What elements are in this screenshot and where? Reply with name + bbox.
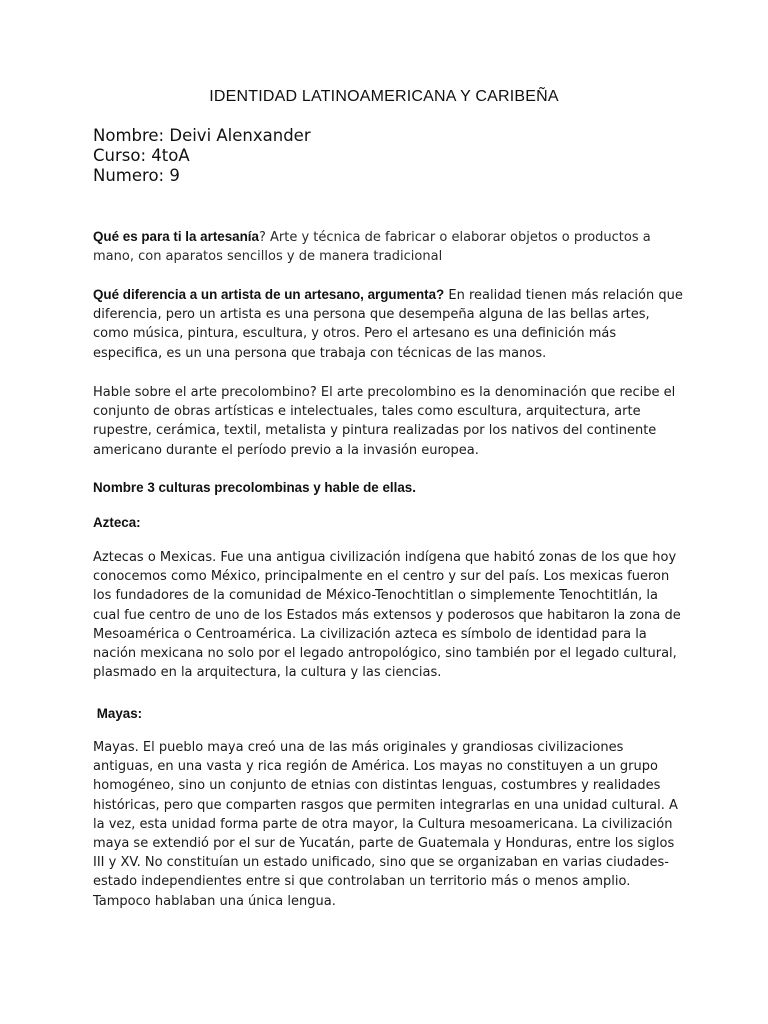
question-artesania-label: Qué es para ti la artesanía	[93, 229, 259, 244]
paragraph-arte-precolombino: Hable sobre el arte precolombino? El arte precolombino es la denominación que recibe el conjunto de obras artísticas e intelectuales, tales como escultura, arquitectura, arte rupestre, cerámica, textil, metalista y pintura realizadas por los nativos del continente americano durante el período previo a la invasión europea.	[93, 385, 676, 458]
question-artesania	[93, 227, 683, 266]
student-course: Curso: 4toA	[93, 146, 190, 165]
document-title: IDENTIDAD LATINOAMERICANA Y CARIBEÑA	[209, 88, 559, 105]
paragraph-azteca: Aztecas o Mexicas. Fue una antigua civilización indígena que habitó zonas de los que hoy conocemos como México, principalmente en el centro y sur del país. Los mexicas fueron los fundadores de la comunidad de México-Tenochtitlan o simplemente Tenochtitlán, la cual fue centro de uno de los Estados más extensos y poderosos que habitaron la zona de Mesoamérica o Centroamérica. La civilización azteca es símbolo de identidad para la nación mexicana no solo por el legado antropológico, sino también por el legado cultural, plasmado en la arquitectura, la cultura y las ciencias.	[93, 550, 681, 681]
student-name: Nombre: Deivi Alenxander	[93, 126, 311, 145]
question-artista-artesano	[93, 285, 683, 363]
heading-azteca: Azteca:	[93, 515, 141, 530]
student-number: Numero: 9	[93, 166, 180, 185]
question-artista-artesano-label: Qué diferencia a un artista de un artesano, argumenta?	[93, 287, 445, 302]
student-info	[93, 126, 311, 186]
heading-culturas-precolombinas: Nombre 3 culturas precolombinas y hable de ellas.	[93, 480, 416, 495]
heading-mayas: Mayas:	[93, 706, 143, 721]
answer-artista-artesano: En realidad tienen más relación que diferencia, pero un artista es una persona que desempeña alguna de las bellas artes, como música, pintura, escultura, y otros. Pero el artesano es una definición más especifica, es un una persona que trabaja con técnicas de las manos.	[93, 288, 683, 361]
paragraph-mayas: Mayas. El pueblo maya creó una de las más originales y grandiosas civilizaciones antiguas, en una vasta y rica región de América. Los mayas no constituyen a un grupo homogéneo, sino un conjunto de etnias con distintas lenguas, costumbres y realidades históricas, pero que comparten rasgos que permiten integrarlas en una unidad cultural. A la vez, esta unidad forma parte de otra mayor, la Cultura mesoamericana. La civilización maya se extendió por el sur de Yucatán, parte de Guatemala y Honduras, entre los siglos III y XV. No constituían un estado unificado, sino que se organizaban en varias ciudades-estado independientes entre si que controlaban un territorio más o menos amplio. Tampoco hablaban una única lengua.	[93, 740, 678, 909]
answer-artesania: ? Arte y técnica de fabricar o elaborar objetos o productos a mano, con aparatos sencillos y de manera tradicional	[93, 230, 651, 265]
